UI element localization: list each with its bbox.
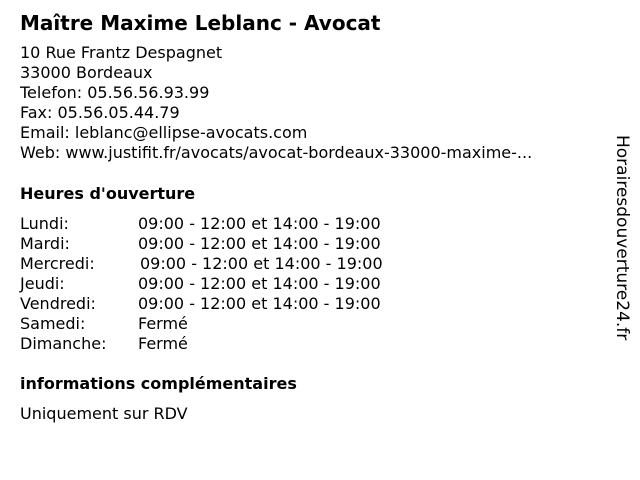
hours-row-samedi <box>20 314 440 334</box>
email-address: leblanc@ellipse-avocats.com <box>74 123 308 142</box>
phone-label: Telefon: <box>20 83 83 102</box>
day-label: Jeudi: <box>20 274 65 293</box>
hours-row-jeudi <box>20 274 440 294</box>
phone-number: 05.56.56.93.99 <box>87 83 210 102</box>
day-hours: 09:00 - 12:00 et 14:00 - 19:00 <box>138 214 381 233</box>
hours-row-lundi <box>20 214 440 234</box>
hours-row-dimanche <box>20 334 440 354</box>
day-hours: 09:00 - 12:00 et 14:00 - 19:00 <box>138 274 381 293</box>
street-address: 10 Rue Frantz Despagnet <box>20 43 223 62</box>
hours-row-mercredi <box>20 254 440 274</box>
watermark: Horairesdouverture24.fr <box>612 135 632 341</box>
day-label: Vendredi: <box>20 294 96 313</box>
hours-heading: Heures d'ouverture <box>20 184 196 203</box>
fax-number: 05.56.05.44.79 <box>57 103 180 122</box>
info-text: Uniquement sur RDV <box>20 404 188 423</box>
day-hours: Fermé <box>138 314 188 333</box>
day-hours: 09:00 - 12:00 et 14:00 - 19:00 <box>140 254 383 273</box>
hours-row-mardi <box>20 234 440 254</box>
day-hours: Fermé <box>138 334 188 353</box>
fax-line <box>20 103 532 123</box>
address-block <box>20 43 532 163</box>
fax-label: Fax: <box>20 103 53 122</box>
web-url: www.justifit.fr/avocats/avocat-bordeaux-33000-maxime-... <box>65 143 533 162</box>
info-heading: informations complémentaires <box>20 374 297 393</box>
page-title: Maître Maxime Leblanc - Avocat <box>20 11 381 35</box>
hours-row-vendredi <box>20 294 440 314</box>
day-label: Samedi: <box>20 314 86 333</box>
hours-table <box>20 214 440 354</box>
email-label: Email: <box>20 123 70 142</box>
web-label: Web: <box>20 143 61 162</box>
day-label: Dimanche: <box>20 334 107 353</box>
city-address: 33000 Bordeaux <box>20 63 153 82</box>
email-line <box>20 123 532 143</box>
phone-line <box>20 83 532 103</box>
day-hours: 09:00 - 12:00 et 14:00 - 19:00 <box>138 294 381 313</box>
day-hours: 09:00 - 12:00 et 14:00 - 19:00 <box>138 234 381 253</box>
day-label: Mercredi: <box>20 254 95 273</box>
day-label: Mardi: <box>20 234 70 253</box>
day-label: Lundi: <box>20 214 69 233</box>
web-line <box>20 143 532 163</box>
